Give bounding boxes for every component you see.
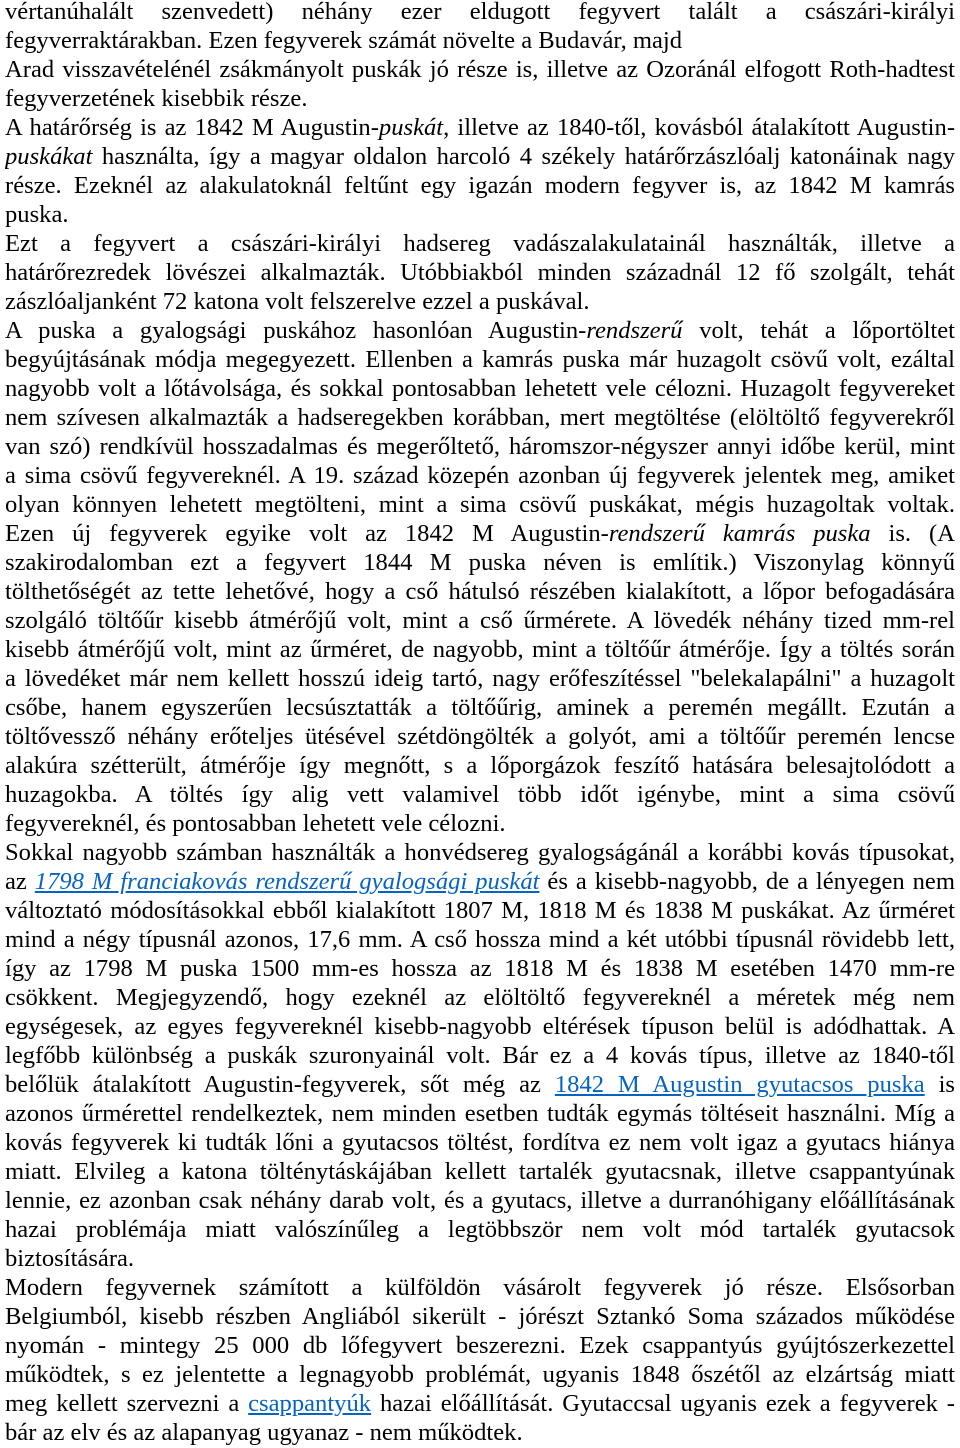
- text-line: azonos űrmérettel rendelkeztek, nem minden esetben tudták egymás töltéseit használni. Míg a: [5, 1100, 955, 1127]
- text-line: határőrezredek lövészei alkalmazták. Utóbbiakból minden századnál 12 fő szolgált, tehát: [5, 259, 955, 286]
- text-line: működtek, s ez jelentette a legnagyobb problémát, ugyanis 1848 őszétől az elzártság miatt: [5, 1361, 955, 1388]
- text-line: egységesek, az egyes fegyvereknél kisebb-nagyobb eltérések típuson belül is adódhattak. A: [5, 1013, 955, 1040]
- text-line: miatt. Elvileg a katona tölténytáskájában kellett tartalék gyutacsnak, illetve csappantyúnak: [5, 1158, 955, 1185]
- text-line: kovás fegyverek ki tudták lőni a gyutacsos töltést, fordítva ez nem volt igaz a gyutacs hiánya: [5, 1129, 955, 1156]
- paragraph: [5, 316, 955, 838]
- text-line: van szó) rendkívül hosszadalmas és megerőltető, háromszor-négyszer annyi időbe kerül, mint: [5, 433, 955, 460]
- text-line: [5, 142, 955, 171]
- text-run: A puska a gyalogsági puskához hasonlóan Augustin-: [5, 317, 587, 344]
- text-line: puska.: [5, 201, 69, 228]
- link-1798-m-franciakovas-puska[interactable]: 1798 M franciakovás rendszerű gyalogsági puskát: [34, 868, 540, 895]
- text-line: [5, 1070, 955, 1099]
- text-run: használta, így a magyar oldalon harcoló 4 székely határőrzászlóalj katonáinak nagy: [92, 143, 955, 170]
- paragraph: [5, 0, 955, 113]
- text-line: része. Ezeknél az alakulatoknál feltűnt egy igazán modern fegyver is, az 1842 M kamrás: [5, 172, 955, 199]
- text-run: és a kisebb-nagyobb, de a lényegen nem: [539, 868, 955, 895]
- text-line: fegyverzetének kisebbik része.: [5, 85, 308, 112]
- text-line: nyomán - mintegy 25 000 db lőfegyvert beszerezni. Ezek csappantyús gyújtószerkezettel: [5, 1332, 955, 1359]
- text-line: fegyverraktárakban. Ezen fegyverek számát növelte a Budavár, majd: [5, 27, 683, 54]
- text-run: , illetve az 1840-től, kovásból átalakított Augustin-: [443, 114, 955, 141]
- paragraph: [5, 113, 955, 229]
- text-line: huzagokba. A töltés így alig vett valamivel több időt igénybe, mint a sima csövű: [5, 781, 955, 808]
- text-line: Sokkal nagyobb számban használták a honvédsereg gyalogságánál a korábbi kovás típusokat,: [5, 839, 955, 866]
- text-line: Arad visszavételénél zsákmányolt puskák jó része is, illetve az Ozoránál elfogott Roth-hadtest: [5, 56, 955, 83]
- text-line: vértanúhalált szenvedett) néhány ezer eldugott fegyvert talált a császári-királyi: [5, 0, 955, 25]
- text-run: Ezen új fegyverek egyike volt az 1842 M Augustin-: [5, 520, 609, 547]
- text-line: Ezt a fegyvert a császári-királyi hadsereg vadászalakulatainál használták, illetve a: [5, 230, 955, 257]
- text-run: hazai előállítását. Gyutaccsal ugyanis ezek a fegyverek -: [371, 1390, 955, 1417]
- text-line: tölthetőségét az tette lehetővé, hogy a cső hátulsó részében kialakított, a lőpor befogadására: [5, 578, 955, 605]
- text-line: olyan könnyen lehetett megtölteni, mint a sima csövű puskákat, mégis huzagoltak voltak.: [5, 491, 955, 518]
- link-csappantyuk[interactable]: csappantyúk: [248, 1390, 372, 1417]
- text-line: töltővessző néhány erőteljes ütésével szétdöngölték a golyót, ami a töltőűr peremén lencse: [5, 723, 955, 750]
- text-line: fegyvereknél, és pontosabban lehetett vele célozni.: [5, 810, 506, 837]
- text-line: szakirodalomban ezt a fegyvert 1844 M puska néven is említik.) Viszonylag könnyű: [5, 549, 955, 576]
- link-1842-m-augustin-gyutacsos-puska[interactable]: 1842 M Augustin gyutacsos puska: [554, 1071, 925, 1098]
- text-line: begyújtásának módja megegyezett. Ellenben a kamrás puska már huzagolt csövű volt, ezáltal: [5, 346, 955, 373]
- text-line: [5, 113, 955, 142]
- text-line: változtató módosításokkal ebből kialakított 1807 M, 1818 M és 1838 M puskákat. Az űrméret: [5, 897, 955, 924]
- text-line: alakúra szétterült, átmérője így megnőtt, s a lőporgázok feszítő hatására belesajtolódott a: [5, 752, 955, 779]
- text-run: is: [924, 1071, 955, 1098]
- paragraph: [5, 1273, 955, 1447]
- paragraph: [5, 229, 955, 316]
- text-run: is. (A: [870, 520, 955, 547]
- text-line: a sima csövű fegyvereknél. A 19. század közepén azonban új fegyverek jelentek meg, amiket: [5, 462, 955, 489]
- text-run: belőlük átalakított Augustin-fegyverek, sőt még az: [5, 1071, 555, 1098]
- text-line: [5, 1389, 955, 1418]
- text-line: lennie, ez azonban csak néhány darab volt, és a gyutacs, illetve a durranóhigany előállításának: [5, 1187, 955, 1214]
- text-line: csökkent. Megjegyzendő, hogy ezeknél az elöltöltő fegyvereknél a méretek még nem: [5, 984, 955, 1011]
- text-line: mind a négy típusnál azonos, 17,6 mm. A cső hossza mind a két utóbbi típusnál rövidebb lett,: [5, 926, 955, 953]
- text-run: meg kellett szervezni a: [5, 1390, 249, 1417]
- italic-text: rendszerű kamrás puska: [608, 520, 871, 547]
- text-line: Modern fegyvernek számított a külföldön vásárolt fegyverek jó része. Elsősorban: [5, 1274, 955, 1301]
- text-line: kisebb átmérőjű volt, mint az űrméret, de nagyobb, mint a töltőűr átmérője. Így a töltés során: [5, 636, 955, 663]
- text-line: [5, 316, 955, 345]
- document-page: [5, 0, 955, 1447]
- text-line: [5, 867, 955, 896]
- text-line: Belgiumból, kisebb részben Angliából sikerült - jórészt Sztankó Soma százados működése: [5, 1303, 955, 1330]
- text-line: a lövedéket már nem kellett hosszú ideig tartó, nagy erőfeszítéssel "belekalapálni" a huzagolt: [5, 665, 955, 692]
- text-line: csőbe, hanem egyszerűen lecsúsztatták a töltőűrig, aminek a peremén megállt. Ezután a: [5, 694, 955, 721]
- italic-text: puskákat: [5, 143, 93, 170]
- text-run: az: [5, 868, 35, 895]
- text-line: [5, 519, 955, 548]
- text-line: szolgáló töltőűr kisebb átmérőjű volt, mint a cső űrmérete. A lövedék néhány tized mm-rel: [5, 607, 955, 634]
- text-line: nagyobb volt a lőtávolsága, és sokkal pontosabban lehetett vele célozni. Huzagolt fegyvereket: [5, 375, 955, 402]
- italic-text: rendszerű: [586, 317, 683, 344]
- italic-text: puskát: [378, 114, 444, 141]
- text-line: biztosítására.: [5, 1245, 135, 1272]
- text-line: zászlóaljanként 72 katona volt felszerelve ezzel a puskával.: [5, 288, 590, 315]
- text-line: hazai problémája miatt valószínűleg a legtöbbször nem volt mód tartalék gyutacsok: [5, 1216, 955, 1243]
- text-run: volt, tehát a lőportöltet: [682, 317, 955, 344]
- text-line: nem szívesen alkalmazták a hadseregekben korábban, mert megtöltése (elöltöltő fegyverekről: [5, 404, 955, 431]
- paragraph: [5, 838, 955, 1273]
- text-line: legfőbb különbség a puskák szuronyainál volt. Bár ez a 4 kovás típus, illetve az 1840-től: [5, 1042, 955, 1069]
- text-line: bár az elv és az alapanyag ugyanaz - nem működtek.: [5, 1419, 523, 1446]
- text-line: így az 1798 M puska 1500 mm-es hossza az 1818 M és 1838 M esetében 1470 mm-re: [5, 955, 955, 982]
- text-run: A határőrség is az 1842 M Augustin-: [5, 114, 379, 141]
